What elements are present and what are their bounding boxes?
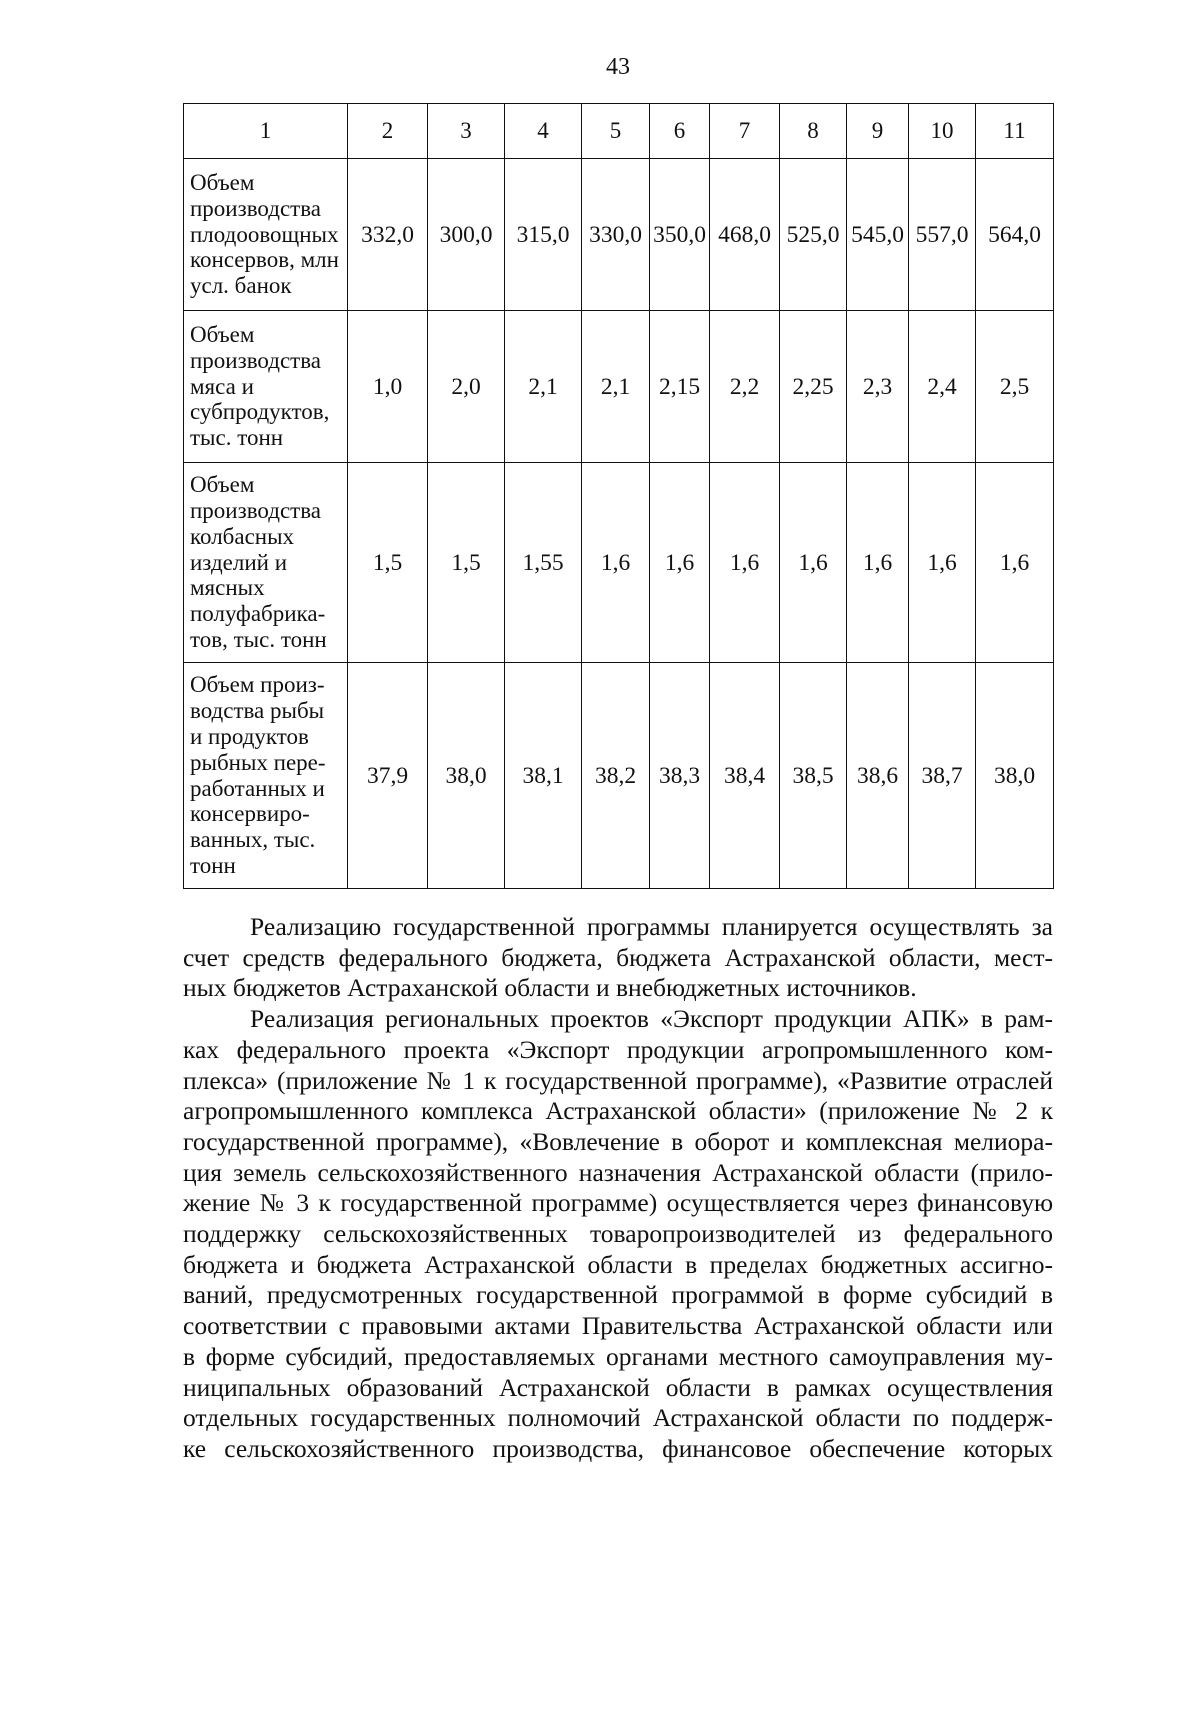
table-row — [184, 159, 1054, 311]
value-cell: 2,25 — [780, 311, 847, 463]
row-label-line: тонн — [190, 852, 236, 878]
row-label-line: производства — [190, 498, 321, 523]
value-cell: 557,0 — [909, 159, 976, 311]
value-cell: 2,1 — [582, 311, 650, 463]
production-table — [183, 103, 1054, 889]
row-label-line: производства — [190, 347, 321, 373]
text-line: ваний, предусмотренных государственной программой в форме субсидий в — [183, 1280, 1053, 1310]
value-cell: 332,0 — [348, 159, 428, 311]
text-line: в форме субсидий, предоставляемых органами местного самоуправления му- — [183, 1341, 1053, 1371]
value-cell: 1,6 — [847, 463, 909, 663]
row-label-line: колбасных — [190, 523, 295, 549]
value-cell: 2,5 — [976, 311, 1054, 463]
value-cell: 38,7 — [909, 663, 976, 889]
text-line: Реализацию государственной программы планируется осуществлять за — [250, 912, 1053, 941]
value-cell: 38,2 — [582, 663, 650, 889]
value-cell: 1,6 — [710, 463, 780, 663]
value-cell: 38,3 — [650, 663, 710, 889]
value-cell: 525,0 — [780, 159, 847, 311]
column-header: 6 — [650, 104, 710, 159]
text-line: ниципальных образований Астраханской области в рамках осуществления — [183, 1372, 1053, 1402]
column-header: 7 — [710, 104, 780, 159]
page-number: 43 — [606, 54, 630, 80]
column-header: 9 — [847, 104, 909, 159]
value-cell: 38,1 — [505, 663, 582, 889]
row-label-line: Объем — [190, 322, 255, 347]
text-line: отдельных государственных полномочий Астраханской области по поддерж- — [183, 1403, 1053, 1433]
column-header: 11 — [976, 104, 1054, 159]
row-label-line: консервов, млн — [190, 247, 339, 273]
text-line: жение № 3 к государственной программе) осуществляется через финансовую — [183, 1188, 1053, 1218]
row-label-line: тов, тыс. тонн — [190, 626, 327, 652]
text-line: поддержку сельскохозяйственных товаропроизводителей из федерального — [183, 1219, 1053, 1249]
row-label-line: полуфабрика- — [190, 601, 326, 627]
column-header: 4 — [505, 104, 582, 159]
row-label — [184, 663, 348, 889]
paragraph — [183, 1004, 1053, 1465]
value-cell: 564,0 — [976, 159, 1054, 311]
value-cell: 2,2 — [710, 311, 780, 463]
value-cell: 545,0 — [847, 159, 909, 311]
row-label-line: мясных — [190, 575, 265, 601]
row-label-line: ванных, тыс. — [190, 827, 316, 853]
value-cell: 1,6 — [780, 463, 847, 663]
paragraph — [183, 912, 1053, 1004]
text-line: Реализация региональных проектов «Экспорт продукции АПК» в рам- — [250, 1004, 1053, 1034]
value-cell: 1,5 — [348, 463, 428, 663]
column-header: 3 — [428, 104, 505, 159]
column-header: 8 — [780, 104, 847, 159]
value-cell: 38,0 — [976, 663, 1054, 889]
row-label — [184, 463, 348, 663]
row-label-line: субпродуктов, — [190, 399, 330, 425]
text-line: ке сельскохозяйственного производства, финансовое обеспечение которых — [183, 1433, 1053, 1463]
value-cell: 38,4 — [710, 663, 780, 889]
value-cell: 38,5 — [780, 663, 847, 889]
value-cell: 1,6 — [976, 463, 1054, 663]
row-label-line: Объем — [190, 170, 255, 195]
body-text — [183, 912, 1053, 1465]
text-line: плекса» (приложение № 1 к государственной программе), «Развитие отраслей — [183, 1065, 1053, 1095]
text-line: ных бюджетов Астраханской области и внебюджетных источников. — [183, 973, 917, 1003]
text-line: агропромышленного комплекса Астраханской области» (приложение № 2 к — [183, 1096, 1053, 1126]
row-label-line: Объем — [190, 472, 255, 498]
value-cell: 1,6 — [650, 463, 710, 663]
value-cell: 315,0 — [505, 159, 582, 311]
row-label-line: тыс. тонн — [190, 425, 284, 451]
value-cell: 2,15 — [650, 311, 710, 463]
text-line: ция земель сельскохозяйственного назначения Астраханской области (прило- — [183, 1157, 1053, 1187]
value-cell: 1,5 — [428, 463, 505, 663]
value-cell: 330,0 — [582, 159, 650, 311]
text-line: соответствии с правовыми актами Правительства Астраханской области или — [183, 1311, 1053, 1341]
value-cell: 300,0 — [428, 159, 505, 311]
table-row — [184, 463, 1054, 663]
value-cell: 468,0 — [710, 159, 780, 311]
value-cell: 2,0 — [428, 311, 505, 463]
value-cell: 38,6 — [847, 663, 909, 889]
column-header: 5 — [582, 104, 650, 159]
text-line: счет средств федерального бюджета, бюджета Астраханской области, мест- — [183, 942, 1053, 972]
row-label-line: плодоовощных — [190, 221, 339, 247]
table-row — [184, 663, 1054, 889]
row-label-line: рыбных пере- — [190, 749, 326, 775]
table-header-row — [184, 104, 1054, 159]
row-label-line: производства — [190, 195, 321, 221]
value-cell: 1,55 — [505, 463, 582, 663]
value-cell: 1,6 — [909, 463, 976, 663]
column-header: 2 — [348, 104, 428, 159]
row-label-line: Объем произ- — [190, 672, 325, 698]
row-label-line: мяса и — [190, 373, 254, 399]
value-cell: 1,0 — [348, 311, 428, 463]
row-label — [184, 159, 348, 311]
column-header: 1 — [184, 104, 348, 159]
value-cell: 350,0 — [650, 159, 710, 311]
row-label-line: консервиро- — [190, 801, 310, 827]
row-label-line: и продуктов — [190, 723, 309, 749]
value-cell: 2,3 — [847, 311, 909, 463]
value-cell: 1,6 — [582, 463, 650, 663]
value-cell: 38,0 — [428, 663, 505, 889]
row-label-line: усл. банок — [190, 273, 292, 299]
text-line: государственной программе), «Вовлечение в оборот и комплексная мелиора- — [183, 1126, 1053, 1156]
value-cell: 37,9 — [348, 663, 428, 889]
value-cell: 2,1 — [505, 311, 582, 463]
row-label-line: работанных и — [190, 775, 325, 801]
row-label-line: изделий и — [190, 549, 288, 575]
column-header: 10 — [909, 104, 976, 159]
text-line: бюджета и бюджета Астраханской области в пределах бюджетных ассигно- — [183, 1249, 1053, 1279]
row-label-line: водства рыбы — [190, 698, 325, 724]
text-line: ках федерального проекта «Экспорт продукции агропромышленного ком- — [183, 1034, 1053, 1064]
row-label — [184, 311, 348, 463]
table-row — [184, 311, 1054, 463]
value-cell: 2,4 — [909, 311, 976, 463]
